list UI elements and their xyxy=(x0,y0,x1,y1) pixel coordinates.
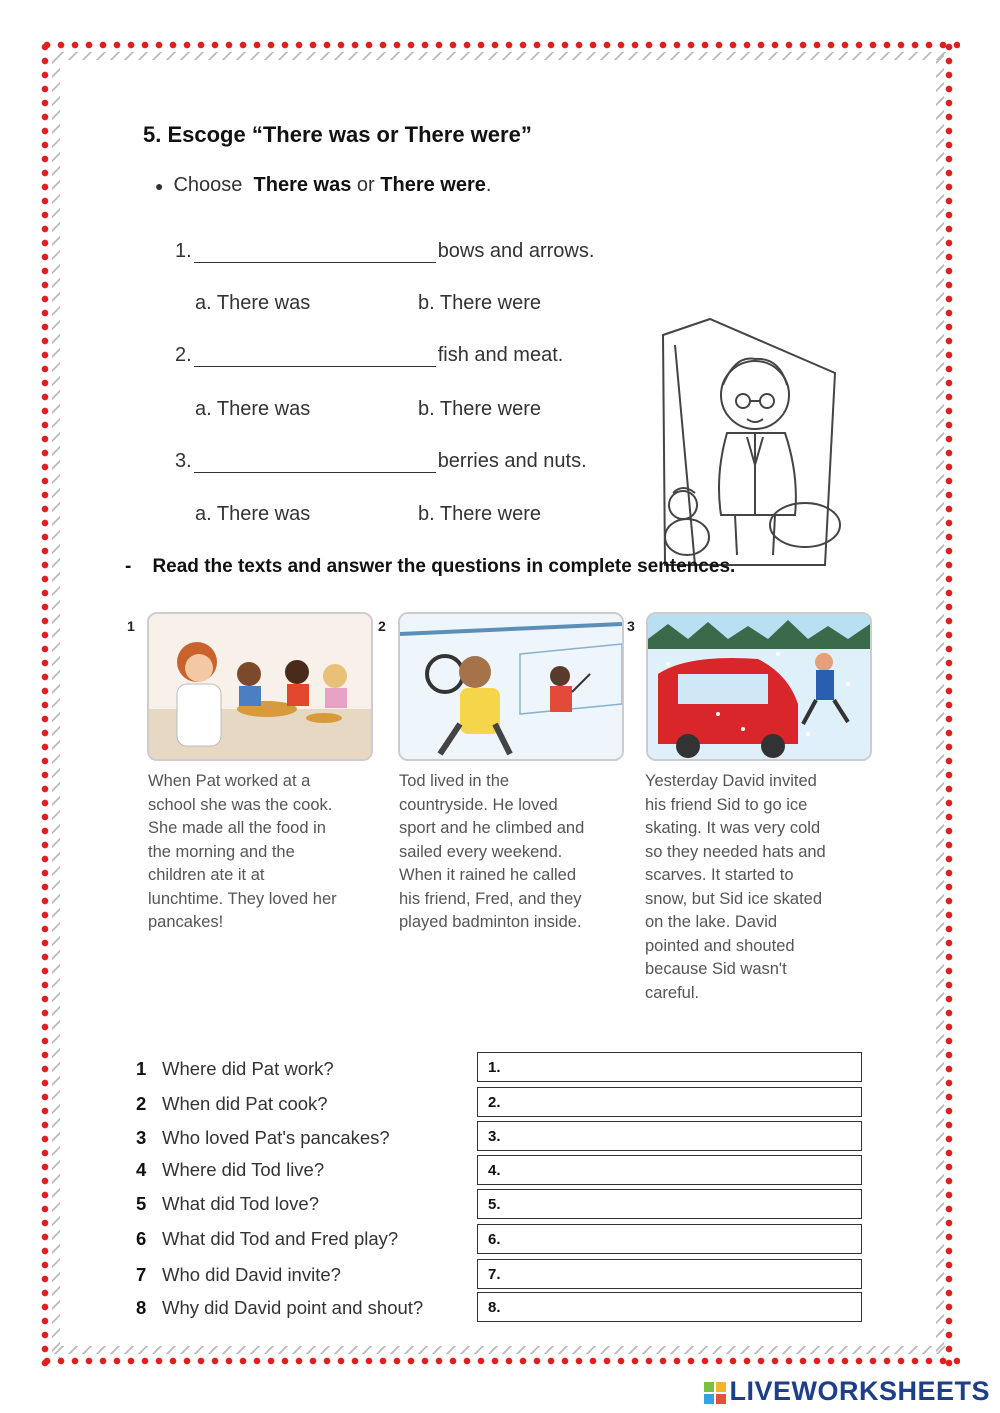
answer-input-3[interactable]: 3. xyxy=(477,1121,862,1151)
story-1: When Pat worked at a school she was the cook. She made all the food in the morning and the children ate it at lunchtime. They loved her pancakes! xyxy=(148,772,337,931)
answer-input-4[interactable]: 4. xyxy=(477,1155,862,1185)
boy-with-bag-illustration xyxy=(655,315,855,575)
bullet-icon: ● xyxy=(155,178,164,194)
answer-input-2[interactable]: 2. xyxy=(477,1087,862,1117)
question-8: 8 Why did David point and shout? xyxy=(136,1297,424,1318)
option-b-3[interactable]: b. There were xyxy=(418,503,542,525)
blank-2[interactable] xyxy=(194,348,436,367)
reading-instruction: - Read the texts and answer the questions in complete sentences. xyxy=(125,556,736,577)
section-title: 5. Escoge “There was or There were” xyxy=(143,122,532,147)
ice-skating-picture xyxy=(646,612,872,761)
question-1: 1 Where did Pat work? xyxy=(136,1058,334,1079)
inner-border-right xyxy=(936,52,944,1358)
answer-input-5[interactable]: 5. xyxy=(477,1189,862,1219)
picture-number-3: 3 xyxy=(627,618,635,634)
answer-input-1[interactable]: 1. xyxy=(477,1052,862,1082)
question-4: 4 Where did Tod live? xyxy=(136,1159,325,1180)
choice-item-3: 3. berries and nuts. xyxy=(175,450,587,472)
question-7: 7 Who did David invite? xyxy=(136,1264,341,1285)
blank-1[interactable] xyxy=(194,244,436,263)
choice-item-2: 2. fish and meat. xyxy=(175,344,564,366)
question-2: 2 When did Pat cook? xyxy=(136,1093,328,1114)
border-bottom xyxy=(40,1356,960,1366)
inner-border-left xyxy=(52,52,60,1358)
choose-instruction: ● Choose There was or There were. xyxy=(155,174,492,196)
border-top xyxy=(40,40,960,50)
inner-border-top xyxy=(52,52,948,60)
answer-input-7[interactable]: 7. xyxy=(477,1259,862,1289)
question-5: 5 What did Tod love? xyxy=(136,1193,320,1214)
inner-border-bottom xyxy=(52,1346,948,1354)
answer-input-6[interactable]: 6. xyxy=(477,1224,862,1254)
answer-input-8[interactable]: 8. xyxy=(477,1292,862,1322)
option-b-2[interactable]: b. There were xyxy=(418,398,542,420)
border-right xyxy=(944,40,954,1370)
story-3: Yesterday David invited his friend Sid to go ice skating. It was very cold so they needed hats and scarves. It started to snow, but Sid ice skated on the lake. David pointed and shouted because Sid wasn't careful. xyxy=(645,772,826,1002)
choice-item-1: 1. bows and arrows. xyxy=(175,240,595,262)
question-3: 3 Who loved Pat's pancakes? xyxy=(136,1127,390,1148)
story-2: Tod lived in the countryside. He loved sport and he climbed and sailed every weekend. When it rained he called his friend, Fred, and they played badminton inside. xyxy=(399,772,585,931)
liveworksheets-logo[interactable]: LIVEWORKSHEETS xyxy=(704,1376,990,1407)
question-6: 6 What did Tod and Fred play? xyxy=(136,1228,399,1249)
option-a-1[interactable]: a. There was xyxy=(195,292,311,314)
cook-picture xyxy=(147,612,373,761)
option-a-3[interactable]: a. There was xyxy=(195,503,311,525)
border-left xyxy=(40,40,50,1370)
liveworksheets-logo-icon xyxy=(704,1382,726,1404)
picture-number-1: 1 xyxy=(127,618,135,634)
option-a-2[interactable]: a. There was xyxy=(195,398,311,420)
blank-3[interactable] xyxy=(194,454,436,473)
picture-number-2: 2 xyxy=(378,618,386,634)
badminton-picture xyxy=(398,612,624,761)
option-b-1[interactable]: b. There were xyxy=(418,292,542,314)
